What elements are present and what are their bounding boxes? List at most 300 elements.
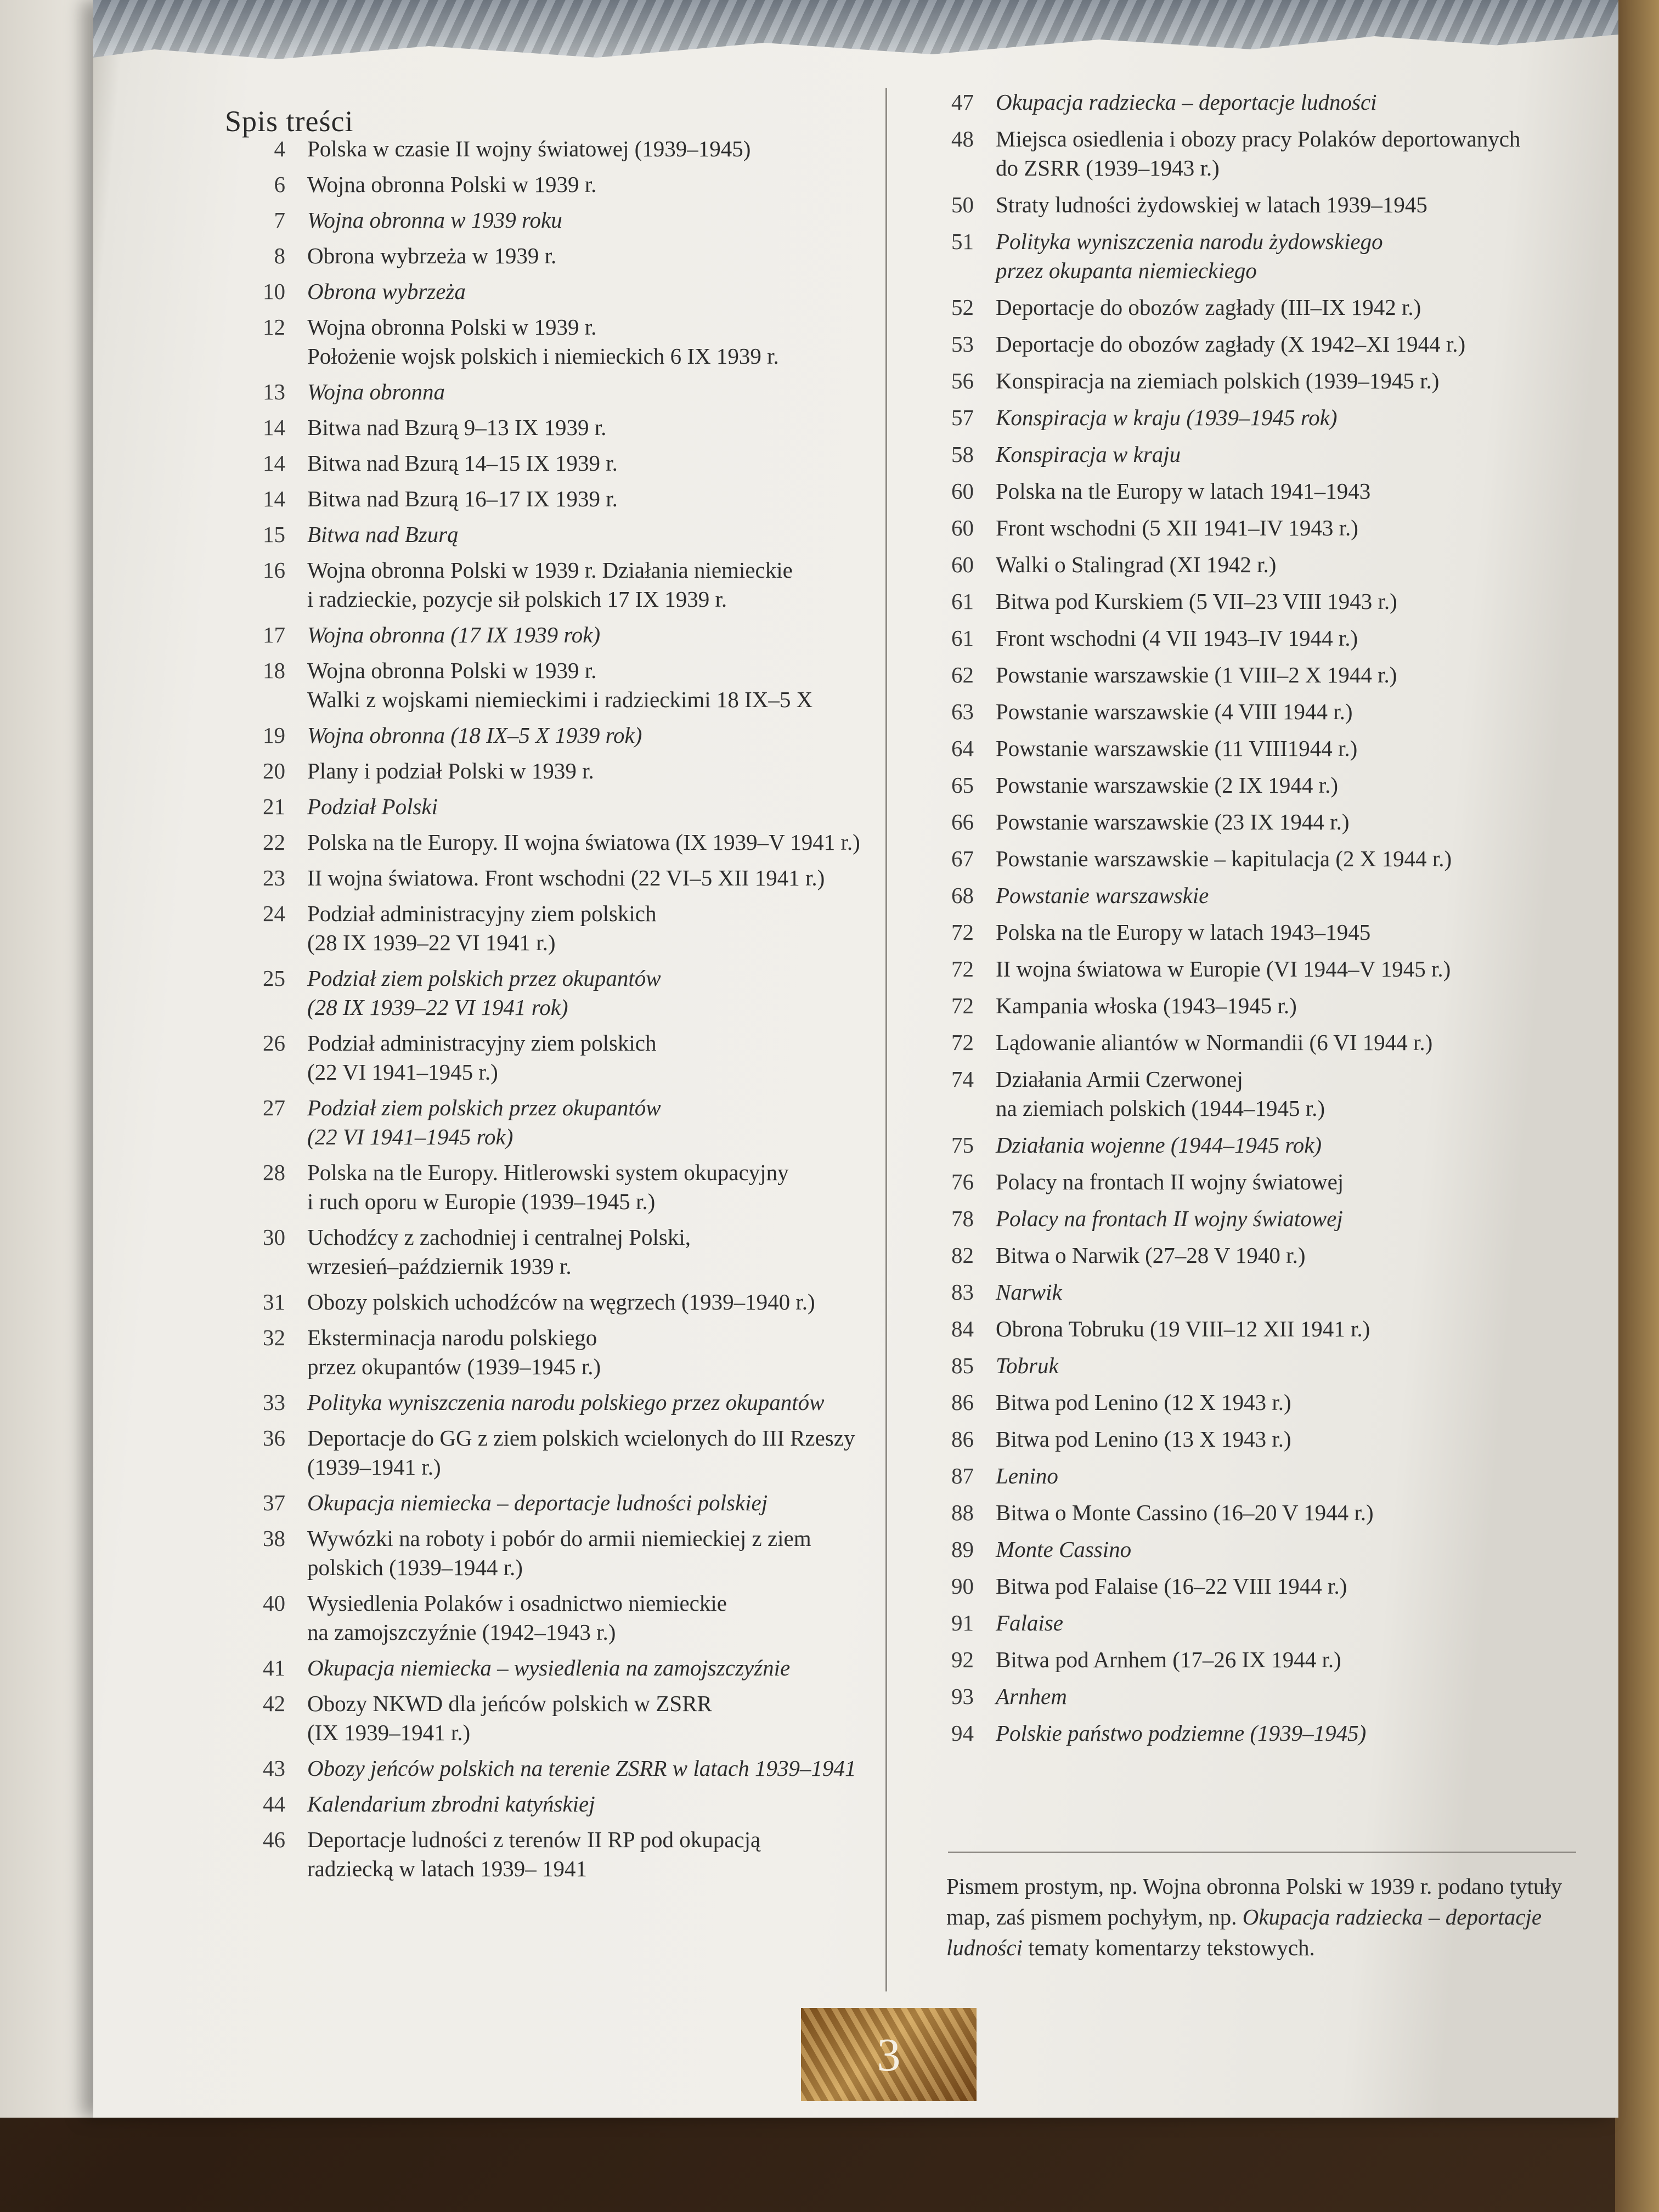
toc-entry-line: Polityka wyniszczenia narodu polskiego przez okupantów: [307, 1390, 825, 1415]
toc-page-number: 14: [263, 486, 285, 511]
toc-entry: [941, 1241, 1577, 1270]
toc-entry-line: Powstanie warszawskie (4 VIII 1944 r.): [996, 699, 1353, 724]
footnote-italic-example: Okupacja radziecka – deportacje ludności: [946, 1904, 1542, 1960]
toc-entry-title: [996, 125, 1577, 183]
toc-page-number: 37: [263, 1490, 285, 1515]
toc-entry-line: (22 VI 1941–1945 r.): [307, 1059, 498, 1085]
toc-entry-line: Lądowanie aliantów w Normandii (6 VI 1944 r.): [996, 1030, 1433, 1055]
toc-entry-line: Arnhem: [996, 1684, 1067, 1709]
toc-page-number: 85: [951, 1353, 974, 1378]
toc-entry-line: Obozy polskich uchodźców na węgrzech (1939–1940 r.): [307, 1289, 815, 1314]
toc-page-number: 25: [263, 966, 285, 991]
toc-page-number: 50: [951, 192, 974, 217]
toc-entry-line: Polska na tle Europy w latach 1943–1945: [996, 919, 1371, 945]
toc-page-number: 7: [274, 207, 285, 233]
page-number-box: [801, 2008, 977, 2101]
toc-entry-title: [307, 656, 867, 714]
toc-entry-title: [996, 771, 1577, 800]
toc-entry-title: [996, 1609, 1577, 1638]
toc-entry-line: Bitwa pod Kurskiem (5 VII–23 VIII 1943 r.): [996, 589, 1397, 614]
toc-entry-title: [307, 313, 867, 371]
toc-entry-line: Działania Armii Czerwonej: [996, 1066, 1243, 1092]
toc-entry-title: [307, 1654, 867, 1683]
toc-entry-line: Podział administracyjny ziem polskich: [307, 1030, 657, 1056]
toc-entry: [941, 293, 1577, 322]
toc-left-column: [208, 134, 867, 1890]
toc-page-number: 86: [951, 1390, 974, 1415]
toc-entry-line: Podział administracyjny ziem polskich: [307, 901, 657, 926]
toc-page-number: 6: [274, 172, 285, 197]
toc-entry-line: Obozy jeńców polskich na terenie ZSRR w latach 1939–1941: [307, 1756, 856, 1781]
toc-entry: [208, 484, 867, 514]
toc-entry: [208, 792, 867, 821]
toc-page-number: 64: [951, 736, 974, 761]
toc-entry-title: [307, 134, 867, 163]
toc-entry-title: [996, 844, 1577, 873]
toc-entry-line: Bitwa o Monte Cassino (16–20 V 1944 r.): [996, 1500, 1374, 1525]
toc-entry: [941, 918, 1577, 947]
toc-entry-title: [996, 330, 1577, 359]
toc-entry-line: Konspiracja na ziemiach polskich (1939–1945 r.): [996, 368, 1440, 393]
toc-entry-title: [996, 881, 1577, 910]
toc-entry: [208, 1825, 867, 1883]
toc-entry: [208, 1790, 867, 1819]
toc-page-number: 52: [951, 295, 974, 320]
toc-entry-line: Wojna obronna Polski w 1939 r.: [307, 314, 597, 340]
toc-entry-line: Obozy NKWD dla jeńców polskich w ZSRR: [307, 1691, 712, 1716]
toc-entry-line: Bitwa pod Lenino (12 X 1943 r.): [996, 1390, 1291, 1415]
toc-entry-title: [307, 721, 867, 750]
toc-entry-line: Powstanie warszawskie (2 IX 1944 r.): [996, 772, 1338, 798]
toc-entry: [941, 1131, 1577, 1160]
toc-entry: [941, 1167, 1577, 1197]
toc-entry-line: Kalendarium zbrodni katyńskiej: [307, 1791, 595, 1816]
toc-entry-title: [307, 1524, 867, 1582]
toc-entry-line: Polska na tle Europy w latach 1941–1943: [996, 478, 1371, 504]
toc-entry: [941, 1682, 1577, 1711]
toc-entry: [208, 241, 867, 270]
toc-page-number: 94: [951, 1720, 974, 1746]
toc-entry-title: [307, 520, 867, 549]
toc-entry: [941, 771, 1577, 800]
toc-entry-line: (28 IX 1939–22 VI 1941 rok): [307, 995, 568, 1020]
toc-entry-title: [996, 1351, 1577, 1380]
toc-page-number: 53: [951, 331, 974, 357]
toc-entry-title: [996, 1314, 1577, 1344]
toc-page-number: 72: [951, 1030, 974, 1055]
toc-page-number: 74: [951, 1066, 974, 1092]
toc-entry-title: [307, 1223, 867, 1281]
toc-entry: [208, 1323, 867, 1381]
toc-page-number: 38: [263, 1526, 285, 1551]
toc-entry: [941, 808, 1577, 837]
toc-entry: [208, 277, 867, 306]
toc-heading: Spis treści: [225, 105, 354, 138]
toc-page-number: 91: [951, 1610, 974, 1635]
toc-entry-line: Podział Polski: [307, 794, 438, 819]
toc-entry-title: [307, 1589, 867, 1647]
toc-entry-line: Uchodźcy z zachodniej i centralnej Polski,: [307, 1224, 691, 1250]
toc-entry: [208, 1689, 867, 1747]
toc-page-number: 76: [951, 1169, 974, 1194]
toc-page-number: 89: [951, 1537, 974, 1562]
toc-entry-title: [307, 413, 867, 442]
toc-entry: [941, 661, 1577, 690]
toc-entry-line: Wojna obronna w 1939 roku: [307, 207, 562, 233]
footnote-text: Pismem prostym, np. Wojna obronna Polski w 1939 r. podano tytuły map, zaś pismem pochyłym, np.: [946, 1874, 1562, 1929]
toc-entry-title: [996, 293, 1577, 322]
toc-entry: [941, 1425, 1577, 1454]
toc-entry: [208, 899, 867, 957]
toc-page-number: 19: [263, 723, 285, 748]
toc-entry-title: [996, 403, 1577, 432]
toc-entry-title: [996, 1167, 1577, 1197]
toc-entry: [941, 697, 1577, 726]
toc-entry-title: [307, 1093, 867, 1152]
toc-entry-line: II wojna światowa w Europie (VI 1944–V 1945 r.): [996, 956, 1451, 981]
toc-entry: [941, 955, 1577, 984]
toc-page-number: 93: [951, 1684, 974, 1709]
toc-entry: [941, 1065, 1577, 1123]
toc-entry-title: [307, 620, 867, 650]
toc-entry: [941, 1351, 1577, 1380]
toc-entry-line: Bitwa nad Bzurą 14–15 IX 1939 r.: [307, 450, 618, 476]
toc-entry-line: na ziemiach polskich (1944–1945 r.): [996, 1096, 1325, 1121]
toc-entry-line: Wojna obronna Polski w 1939 r.: [307, 172, 597, 197]
toc-entry-title: [307, 170, 867, 199]
toc-page-number: 83: [951, 1279, 974, 1305]
toc-entry: [208, 1093, 867, 1152]
toc-entry-line: Wojna obronna (17 IX 1939 rok): [307, 622, 601, 647]
toc-page-number: 62: [951, 662, 974, 687]
toc-entry-title: [996, 1425, 1577, 1454]
toc-entry-line: polskich (1939–1944 r.): [307, 1555, 523, 1580]
toc-entry: [208, 377, 867, 407]
toc-entry: [941, 1204, 1577, 1233]
toc-entry: [941, 991, 1577, 1020]
toc-entry: [208, 620, 867, 650]
toc-page-number: 30: [263, 1224, 285, 1250]
toc-entry-line: i ruch oporu w Europie (1939–1945 r.): [307, 1189, 656, 1214]
toc-entry-title: [307, 206, 867, 235]
toc-page-number: 46: [263, 1827, 285, 1852]
toc-entry: [208, 964, 867, 1022]
toc-page-number: 82: [951, 1243, 974, 1268]
toc-entry-title: [996, 1241, 1577, 1270]
toc-entry-title: [996, 1462, 1577, 1491]
toc-entry-line: Polska na tle Europy. Hitlerowski system okupacyjny: [307, 1160, 789, 1185]
toc-entry-line: Obrona wybrzeża: [307, 279, 466, 304]
toc-entry-line: Falaise: [996, 1610, 1063, 1635]
toc-entry-line: Obrona Tobruku (19 VIII–12 XII 1941 r.): [996, 1316, 1370, 1341]
toc-entry: [208, 413, 867, 442]
toc-entry-line: Miejsca osiedlenia i obozy pracy Polaków deportowanych: [996, 126, 1521, 151]
toc-entry-line: Polacy na frontach II wojny światowej: [996, 1169, 1344, 1194]
toc-page-number: 22: [263, 830, 285, 855]
toc-entry-title: [996, 514, 1577, 543]
toc-entry-line: Deportacje ludności z terenów II RP pod okupacją: [307, 1827, 761, 1852]
toc-entry: [208, 1158, 867, 1216]
toc-page-number: 28: [263, 1160, 285, 1185]
toc-entry-title: [996, 1065, 1577, 1123]
toc-entry-line: Okupacja niemiecka – deportacje ludności polskiej: [307, 1490, 768, 1515]
toc-entry-line: Bitwa nad Bzurą: [307, 522, 459, 547]
toc-entry: [941, 440, 1577, 469]
toc-entry: [941, 1314, 1577, 1344]
column-divider: [885, 88, 887, 1991]
toc-page-number: 51: [951, 229, 974, 254]
toc-entry-title: [307, 1825, 867, 1883]
toc-entry: [941, 881, 1577, 910]
toc-entry-line: Polska na tle Europy. II wojna światowa (IX 1939–V 1941 r.): [307, 830, 860, 855]
toc-entry-line: Front wschodni (5 XII 1941–IV 1943 r.): [996, 515, 1358, 540]
toc-entry-title: [996, 1572, 1577, 1601]
toc-entry-title: [996, 550, 1577, 579]
toc-page-number: 43: [263, 1756, 285, 1781]
toc-entry-line: Monte Cassino: [996, 1537, 1132, 1562]
toc-entry-line: Bitwa nad Bzurą 9–13 IX 1939 r.: [307, 415, 607, 440]
toc-entry-title: [307, 1488, 867, 1517]
toc-entry-line: i radzieckie, pozycje sił polskich 17 IX 1939 r.: [307, 586, 727, 612]
toc-page-number: 32: [263, 1325, 285, 1350]
toc-page-number: 72: [951, 956, 974, 981]
toc-entry-title: [307, 1158, 867, 1216]
toc-entry-line: Konspiracja w kraju (1939–1945 rok): [996, 405, 1338, 430]
toc-entry-title: [996, 1535, 1577, 1564]
toc-page-number: 36: [263, 1425, 285, 1451]
toc-entry-line: Lenino: [996, 1463, 1058, 1488]
toc-page-number: 4: [274, 136, 285, 161]
toc-entry-title: [307, 792, 867, 821]
toc-page-number: 84: [951, 1316, 974, 1341]
toc-page-number: 63: [951, 699, 974, 724]
toc-page-number: 60: [951, 552, 974, 577]
toc-entry: [208, 313, 867, 371]
toc-page-number: 72: [951, 919, 974, 945]
toc-entry: [941, 587, 1577, 616]
toc-entry-line: Straty ludności żydowskiej w latach 1939–1945: [996, 192, 1427, 217]
toc-entry-line: na zamojszczyźnie (1942–1943 r.): [307, 1620, 616, 1645]
toc-entry-line: Powstanie warszawskie – kapitulacja (2 X 1944 r.): [996, 846, 1452, 871]
toc-entry-title: [996, 587, 1577, 616]
toc-entry: [208, 1388, 867, 1417]
toc-page-number: 58: [951, 442, 974, 467]
toc-page-number: 16: [263, 557, 285, 583]
toc-entry-title: [307, 1689, 867, 1747]
toc-entry: [941, 1645, 1577, 1674]
toc-entry: [208, 828, 867, 857]
toc-entry-line: Polska w czasie II wojny światowej (1939–1945): [307, 136, 751, 161]
toc-entry: [208, 721, 867, 750]
toc-entry: [941, 88, 1577, 117]
toc-entry-line: Wojna obronna: [307, 379, 445, 404]
toc-entry: [941, 550, 1577, 579]
toc-entry-title: [307, 1424, 867, 1482]
toc-page-number: 90: [951, 1573, 974, 1599]
page-number: 3: [877, 2028, 901, 2081]
toc-entry-title: [307, 484, 867, 514]
toc-page-number: 21: [263, 794, 285, 819]
toc-entry-line: Deportacje do obozów zagłady (X 1942–XI 1944 r.): [996, 331, 1466, 357]
toc-entry-title: [996, 918, 1577, 947]
toc-entry-line: Powstanie warszawskie (1 VIII–2 X 1944 r.): [996, 662, 1397, 687]
toc-entry-title: [307, 864, 867, 893]
toc-entry-title: [996, 1278, 1577, 1307]
toc-page-number: 92: [951, 1647, 974, 1672]
toc-entry: [208, 1488, 867, 1517]
toc-entry-line: Wojna obronna Polski w 1939 r. Działania niemieckie: [307, 557, 793, 583]
toc-entry: [208, 1029, 867, 1087]
toc-entry: [941, 734, 1577, 763]
toc-entry-line: (IX 1939–1941 r.): [307, 1720, 471, 1745]
toc-page-number: 47: [951, 89, 974, 115]
toc-entry-line: Bitwa pod Lenino (13 X 1943 r.): [996, 1426, 1291, 1452]
toc-entry-line: Wysiedlenia Polaków i osadnictwo niemieckie: [307, 1590, 727, 1616]
toc-entry-line: Tobruk: [996, 1353, 1059, 1378]
toc-entry-title: [307, 964, 867, 1022]
toc-page-number: 48: [951, 126, 974, 151]
toc-entry-line: Działania wojenne (1944–1945 rok): [996, 1132, 1322, 1158]
toc-entry: [941, 227, 1577, 285]
toc-entry-line: Deportacje do GG z ziem polskich wcielonych do III Rzeszy: [307, 1425, 855, 1451]
footnote-text-end: tematy komentarzy tekstowych.: [1022, 1935, 1315, 1960]
toc-entry: [941, 1572, 1577, 1601]
toc-entry-line: radziecką w latach 1939– 1941: [307, 1856, 588, 1881]
toc-entry-title: [996, 88, 1577, 117]
toc-entry-line: do ZSRR (1939–1943 r.): [996, 155, 1220, 180]
toc-entry: [941, 844, 1577, 873]
toc-entry-title: [307, 1754, 867, 1783]
toc-entry-line: Narwik: [996, 1279, 1062, 1305]
toc-page-number: 33: [263, 1390, 285, 1415]
toc-entry-line: (22 VI 1941–1945 rok): [307, 1124, 514, 1149]
toc-entry-title: [996, 955, 1577, 984]
toc-entry-line: przez okupantów (1939–1945 r.): [307, 1354, 601, 1379]
toc-entry: [941, 1498, 1577, 1527]
toc-page-number: 31: [263, 1289, 285, 1314]
toc-entry-line: Okupacja niemiecka – wysiedlenia na zamojszczyźnie: [307, 1655, 791, 1680]
toc-entry-title: [996, 1204, 1577, 1233]
toc-entry: [208, 656, 867, 714]
toc-entry: [941, 190, 1577, 219]
toc-entry-line: Polityka wyniszczenia narodu żydowskiego: [996, 229, 1383, 254]
toc-entry-title: [307, 449, 867, 478]
toc-entry: [941, 366, 1577, 396]
toc-page-number: 60: [951, 478, 974, 504]
toc-entry-title: [996, 1645, 1577, 1674]
toc-entry-line: Wojna obronna Polski w 1939 r.: [307, 658, 597, 683]
toc-entry-line: Wywózki na roboty i pobór do armii niemieckiej z ziem: [307, 1526, 811, 1551]
toc-page-number: 57: [951, 405, 974, 430]
toc-entry-title: [307, 899, 867, 957]
toc-page-number: 88: [951, 1500, 974, 1525]
toc-page-number: 12: [263, 314, 285, 340]
toc-page-number: 72: [951, 993, 974, 1018]
toc-page-number: 75: [951, 1132, 974, 1158]
toc-entry-title: [307, 1288, 867, 1317]
toc-entry: [208, 1288, 867, 1317]
toc-entry: [208, 1524, 867, 1582]
toc-entry-title: [996, 366, 1577, 396]
toc-entry-line: Okupacja radziecka – deportacje ludności: [996, 89, 1377, 115]
toc-page-number: 27: [263, 1095, 285, 1120]
toc-entry: [941, 477, 1577, 506]
toc-page-number: 67: [951, 846, 974, 871]
toc-entry: [208, 520, 867, 549]
toc-page-number: 23: [263, 865, 285, 890]
toc-page-number: 87: [951, 1463, 974, 1488]
toc-entry-line: Deportacje do obozów zagłady (III–IX 1942 r.): [996, 295, 1421, 320]
toc-page-number: 56: [951, 368, 974, 393]
toc-entry-line: Bitwa o Narwik (27–28 V 1940 r.): [996, 1243, 1306, 1268]
footnote: [946, 1871, 1583, 1963]
toc-page-number: 44: [263, 1791, 285, 1816]
toc-page-number: 66: [951, 809, 974, 834]
toc-entry-line: Polacy na frontach II wojny światowej: [996, 1206, 1343, 1231]
footnote-rule: [948, 1852, 1576, 1853]
toc-page-number: 18: [263, 658, 285, 683]
toc-entry: [941, 125, 1577, 183]
toc-entry: [208, 134, 867, 163]
toc-entry: [941, 1028, 1577, 1057]
toc-entry-title: [307, 757, 867, 786]
toc-page-number: 86: [951, 1426, 974, 1452]
toc-entry-line: Bitwa pod Falaise (16–22 VIII 1944 r.): [996, 1573, 1347, 1599]
toc-entry-line: przez okupanta niemieckiego: [996, 258, 1257, 283]
toc-entry-title: [996, 991, 1577, 1020]
toc-entry: [208, 1754, 867, 1783]
toc-entry: [208, 757, 867, 786]
toc-entry-title: [996, 190, 1577, 219]
toc-page-number: 60: [951, 515, 974, 540]
toc-entry-line: Polskie państwo podziemne (1939–1945): [996, 1720, 1367, 1746]
toc-entry-title: [307, 1323, 867, 1381]
toc-page-number: 24: [263, 901, 285, 926]
toc-entry-title: [996, 1028, 1577, 1057]
toc-entry-title: [996, 734, 1577, 763]
toc-entry-line: Bitwa pod Arnhem (17–26 IX 1944 r.): [996, 1647, 1341, 1672]
toc-entry: [208, 556, 867, 614]
toc-page-number: 68: [951, 883, 974, 908]
toc-entry-line: Front wschodni (4 VII 1943–IV 1944 r.): [996, 625, 1358, 651]
toc-entry: [208, 1223, 867, 1281]
toc-entry-line: Powstanie warszawskie: [996, 883, 1209, 908]
toc-entry-title: [996, 697, 1577, 726]
toc-entry: [208, 1654, 867, 1683]
toc-page-number: 40: [263, 1590, 285, 1616]
toc-page-number: 42: [263, 1691, 285, 1716]
toc-entry: [208, 206, 867, 235]
toc-entry: [941, 514, 1577, 543]
toc-entry-title: [307, 1790, 867, 1819]
toc-entry-line: (1939–1941 r.): [307, 1454, 441, 1480]
toc-entry-line: Powstanie warszawskie (11 VIII1944 r.): [996, 736, 1358, 761]
toc-entry-title: [996, 1131, 1577, 1160]
toc-entry-title: [996, 440, 1577, 469]
toc-entry-title: [996, 477, 1577, 506]
toc-entry-title: [996, 1682, 1577, 1711]
wall-edge: [1615, 0, 1659, 2212]
toc-entry: [941, 624, 1577, 653]
toc-entry-title: [307, 556, 867, 614]
toc-page-number: 14: [263, 415, 285, 440]
toc-entry-title: [307, 277, 867, 306]
toc-entry: [941, 1388, 1577, 1417]
toc-entry-line: (28 IX 1939–22 VI 1941 r.): [307, 930, 556, 955]
toc-page-number: 13: [263, 379, 285, 404]
toc-entry: [208, 1424, 867, 1482]
toc-entry: [941, 330, 1577, 359]
